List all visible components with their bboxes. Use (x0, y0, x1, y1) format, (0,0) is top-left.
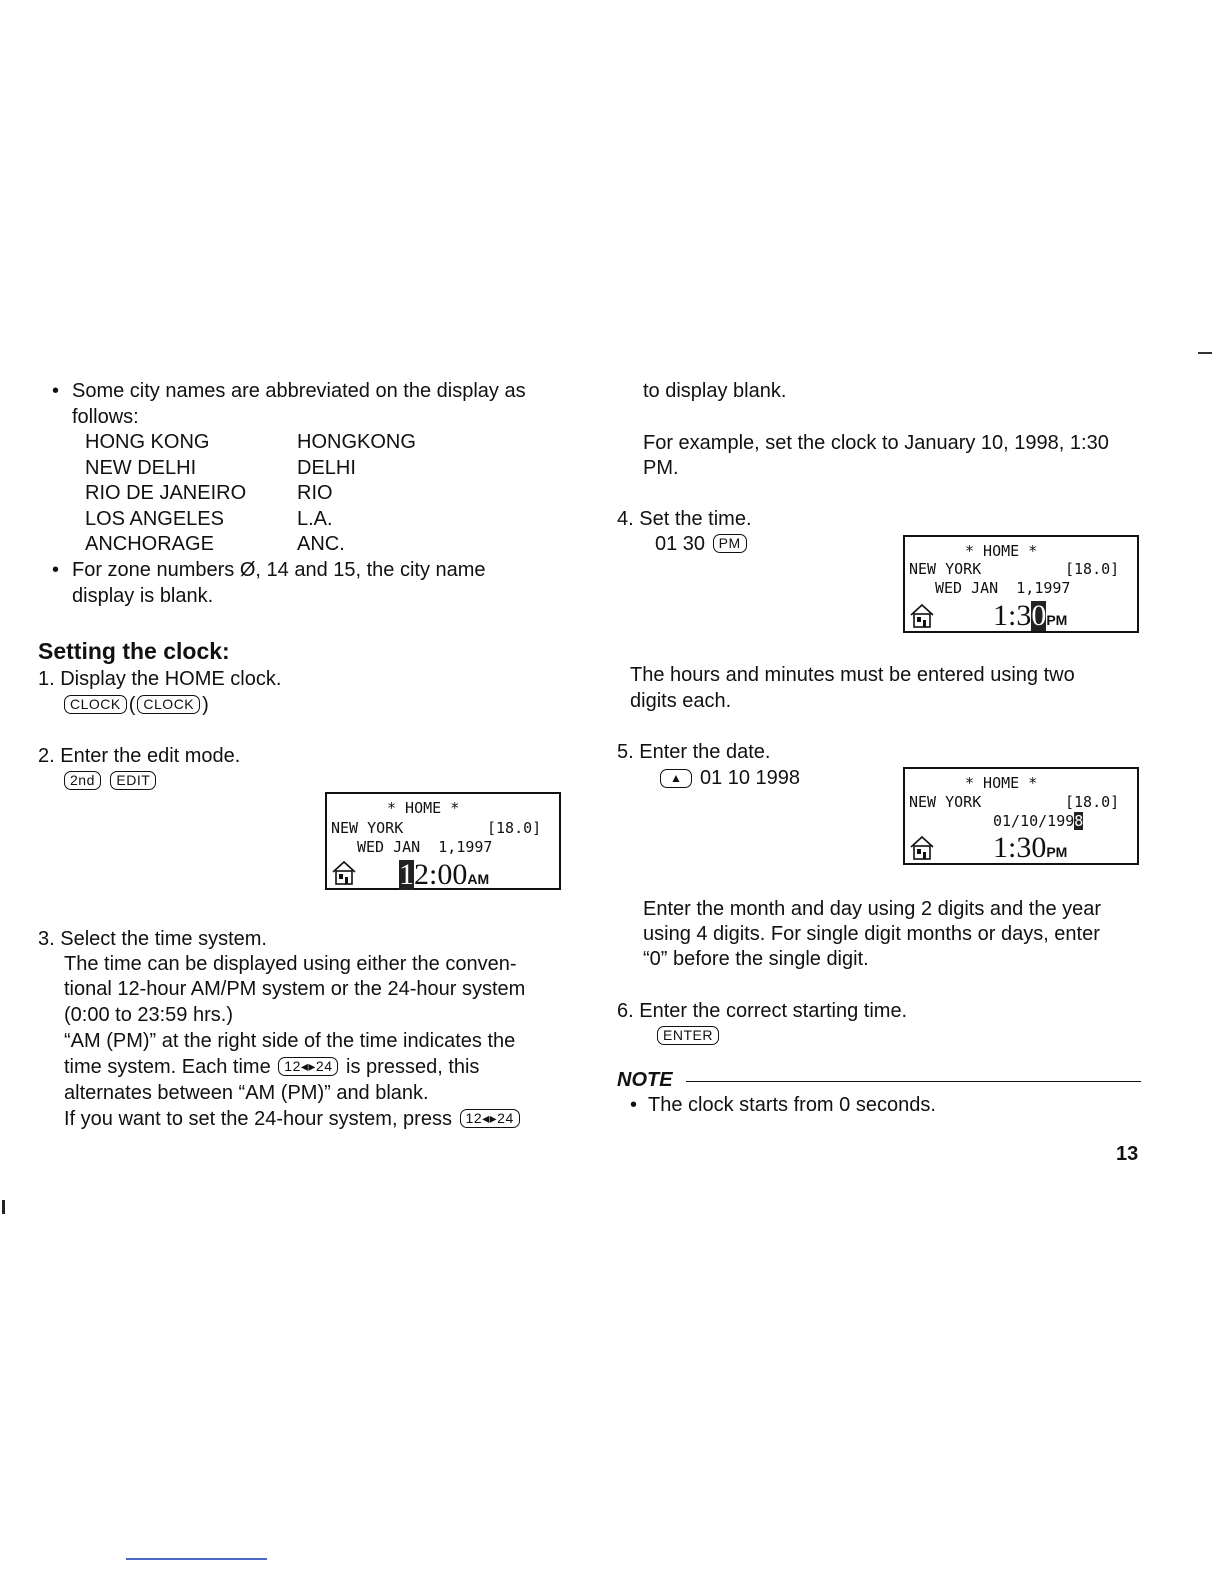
note-divider (686, 1081, 1141, 1082)
date-note: Enter the month and day using 2 digits and the year (643, 898, 1102, 920)
step-4-digits: 01 30 (655, 533, 706, 555)
hours-note: The hours and minutes must be entered using two (630, 664, 1075, 686)
abbrev-full: NEW DELHI (85, 457, 197, 479)
lcd-title: * HOME * (965, 774, 1038, 792)
up-arrow-key[interactable]: ▲ (660, 769, 692, 788)
hours-note-cont: digits each. (630, 690, 732, 712)
2nd-key[interactable]: 2nd (64, 771, 101, 790)
lcd-date: WED JAN 1,1997 (357, 838, 493, 856)
step-3-text-c: If you want to set the 24-hour system, press (64, 1108, 452, 1130)
step-2: 2. Enter the edit mode. (38, 745, 241, 767)
scan-mark (126, 1558, 267, 1560)
bullet-dot: • (630, 1094, 638, 1116)
bullet-abbrev-text: Some city names are abbreviated on the display as (72, 380, 526, 402)
abbrev-full: HONG KONG (85, 431, 210, 453)
lcd-date (993, 812, 1083, 830)
12-24-key-alt[interactable]: 12◂▸24 (460, 1109, 520, 1128)
lcd-zone: [18.0] (487, 819, 542, 837)
date-note: “0” before the single digit. (643, 948, 869, 970)
lcd-zone: [18.0] (1065, 793, 1120, 811)
note-label: NOTE (617, 1069, 673, 1091)
lcd-date-digits: 01/10/199 (993, 812, 1075, 830)
bullet-dot: • (52, 380, 60, 402)
note-text: The clock starts from 0 seconds. (648, 1094, 936, 1116)
step-4: 4. Set the time. (617, 508, 752, 530)
abbrev-full: RIO DE JANEIRO (85, 482, 247, 504)
step-3: 3. Select the time system. (38, 928, 267, 950)
step-3-text-b: is pressed, this (346, 1056, 480, 1078)
lcd-cursor: 1 (399, 858, 414, 891)
abbrev-short: HONGKONG (297, 431, 416, 453)
lcd-ampm: AM (467, 871, 490, 887)
12-24-key[interactable]: 12◂▸24 (278, 1057, 338, 1076)
lcd-cursor: 0 (1031, 599, 1047, 632)
edit-key[interactable]: EDIT (110, 771, 156, 790)
lcd-time-digits: 1:3 (993, 599, 1032, 632)
lcd-city: NEW YORK (331, 819, 404, 837)
bullet-dot: • (52, 559, 60, 581)
clock-key[interactable]: CLOCK (64, 695, 127, 714)
step-5: 5. Enter the date. (617, 741, 771, 763)
step-1: 1. Display the HOME clock. (38, 668, 282, 690)
step-3-line: alternates between “AM (PM)” and blank. (64, 1082, 429, 1104)
lcd-display-time (903, 535, 1139, 633)
lcd-display-edit-mode (325, 792, 561, 890)
scan-mark (1198, 352, 1212, 354)
step-3-line: “AM (PM)” at the right side of the time indicates the (64, 1030, 516, 1052)
section-heading: Setting the clock: (38, 638, 230, 664)
step-6: 6. Enter the correct starting time. (617, 1000, 908, 1022)
step-5-digits: 01 10 1998 (699, 767, 801, 789)
abbrev-full: LOS ANGELES (85, 508, 224, 530)
step-4-input (655, 531, 749, 557)
example-text: For example, set the clock to January 10, 1998, 1:30 (643, 432, 1109, 454)
step-3-line: The time can be displayed using either the conven- (64, 953, 517, 975)
step-3-line: tional 12-hour AM/PM system or the 24-hour system (64, 978, 526, 1000)
bullet-zone-text-cont: display is blank. (72, 585, 214, 607)
scan-mark (2, 1200, 5, 1214)
step-2-keys (62, 768, 158, 794)
lcd-ampm: PM (1046, 844, 1068, 860)
lcd-title: * HOME * (965, 542, 1038, 560)
lcd-time (993, 601, 1067, 635)
abbrev-short: ANC. (297, 533, 345, 555)
page-number: 13 (1116, 1143, 1139, 1165)
example-text-cont: PM. (643, 457, 679, 479)
lcd-time-digits: 2:00 (414, 858, 468, 891)
step-3-line-key (64, 1054, 479, 1080)
bullet-zone-text: For zone numbers Ø, 14 and 15, the city name (72, 559, 486, 581)
lcd-cursor: 8 (1074, 812, 1084, 830)
lcd-time-digits: 1:30 (993, 831, 1047, 864)
lcd-zone: [18.0] (1065, 560, 1120, 578)
bullet-abbrev-text-cont: follows: (72, 406, 139, 428)
continuation-text: to display blank. (643, 380, 787, 402)
pm-key[interactable]: PM (713, 534, 747, 553)
lcd-city: NEW YORK (909, 560, 982, 578)
lcd-display-date (903, 767, 1139, 865)
lcd-title: * HOME * (387, 799, 460, 817)
lcd-city: NEW YORK (909, 793, 982, 811)
lcd-time (399, 860, 489, 894)
step-3-text-a: time system. Each time (64, 1056, 271, 1078)
lcd-time (993, 833, 1067, 867)
step-1-keys: CLOCK ( CLOCK ) (62, 692, 209, 718)
home-house-icon (909, 603, 935, 629)
enter-key[interactable]: ENTER (657, 1026, 719, 1045)
step-6-key-row (655, 1023, 721, 1049)
step-3-line-key2 (64, 1106, 522, 1132)
home-house-icon (331, 860, 357, 886)
abbrev-short: RIO (297, 482, 333, 504)
date-note: using 4 digits. For single digit months or days, enter (643, 923, 1100, 945)
step-3-line: (0:00 to 23:59 hrs.) (64, 1004, 233, 1026)
lcd-ampm: PM (1046, 612, 1068, 628)
abbrev-short: DELHI (297, 457, 356, 479)
lcd-date: WED JAN 1,1997 (935, 579, 1071, 597)
clock-key-alt[interactable]: CLOCK (137, 695, 200, 714)
abbrev-full: ANCHORAGE (85, 533, 214, 555)
step-5-input (658, 765, 800, 791)
abbrev-short: L.A. (297, 508, 333, 530)
home-house-icon (909, 835, 935, 861)
